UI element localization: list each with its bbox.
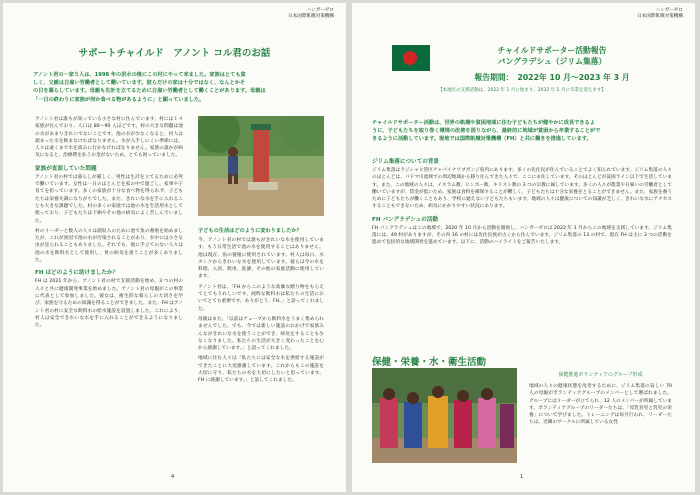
heading-fh-activities: FH バングラデシュの活動 [372, 216, 439, 223]
left-problems-paragraph: アノント君の村では暮らしが厳しく、男性は生計を立てるために必死で働いています。女性は一日のほとんどを家の中で過ごし、家事や子育てを担っています。多くの家族が十分な食べ物を得られず、子どもたちは栄養失調になりがちでした。また、きれいな水を手に入れることも大きな課題でした。村の多くの家庭では池の水を生活用水として使っており、子どもたちは下痢やその他の病気によく苦しんでいました。 [35, 174, 183, 224]
right-header-line1: ハンガーゼロ [655, 8, 683, 13]
right-lead-line: チャイルドサポーター活動は、世界の飢餓や貧困地域に住む子どもたちが健やかに成長できるよ [372, 120, 595, 126]
right-title-line2: バングラデシュ（ジリム集落） [497, 57, 607, 66]
photo-caption-heading: 子どもの生活はどのように変わりましたか？ [198, 228, 302, 234]
flag-red-circle [403, 51, 417, 65]
right-page-number: 1 [520, 474, 524, 480]
left-community-quote: 地域に住む人々は「私たちには安全な水を供給する施設ができたことに大変感謝しています。これからもこの施設を大切に守り、私たちの水を大切にしたいと思っています。FH に感謝しています。」と話してくれました。 [198, 356, 324, 384]
left-lead-line: アノント君の一家５人は、1998 年の洪水の後にこの村にやって来ました。家族はとても貧 [33, 72, 246, 78]
heading-jirim-background: ジリム集落についての背景 [372, 159, 440, 165]
section-heading-health: 保健・栄養・水・衛生活動 [372, 357, 487, 368]
left-column-2 [198, 237, 324, 385]
right-title-line1: チャイルドサポーター活動報告 [497, 46, 607, 55]
photo-women-group [372, 368, 517, 463]
left-lead-line: 「一日の終わりに家族が何か食べる物があるように」と願っていました。 [33, 96, 205, 103]
left-column-1 [35, 116, 183, 329]
left-intro-paragraph: アノント君は誰もが知っている小さな村に住んでいます。村には１４家族が住んでおり、人口は 80〜90 人ほどです。村の大きな問題は池の水があまりきれいでないことです。池の水が少なくなると、村人は溜まった水を飲まなければなりません。水が入手しにくい季節には、人々は遠くまで水を汲みに行かなければなりません。家族の誰かが病気になると、治療費を払うお金がないため、とても困っていました。 [35, 117, 183, 159]
volunteer-group-subheading: 保健推進ボランティアのグループ形成 [558, 372, 643, 378]
photo-illustration [198, 116, 324, 216]
right-page-title [452, 45, 652, 67]
left-lead-line: しく、父親は日雇い労働者として働いています。彼らだけの家は十分ではなく、なんとかそ [33, 80, 246, 87]
support-duration-note: 【本地区の支援活動は、2022 年 1 月に始まり、2032 年 1 月に卒業を迎えます】 [438, 88, 606, 93]
right-body [372, 153, 672, 247]
left-lead [33, 71, 318, 104]
left-fish-paragraph: 村のリーダーと数人の人々は副収入のために池で魚の養殖を始めましたが、これが原因で池の水が汚染されることがあり、水中には小さな虫が見られることもありました。それでも、他に手立てのない人々は池の水を飲料水として使用し、胃の病気を患うことが多くありました。 [35, 228, 183, 264]
left-page-number: 4 [171, 474, 175, 480]
left-anont-quote: アノント君は、「FH からこのような高価な贈り物をもらえてとてもうれしいです。純粋な飲料水は私たちの生活においてとても重要です。ありがとう、FH。」と語ってくれました。 [198, 284, 324, 312]
jirim-background-paragraph: ジリム集落はラジシャヒ管区チャパイナワブガンジ県内にあります。多くの先住民が住んでいることでよく知られています。ジリム集落の人々のほとんどは、パドマ川流域での周辺地域から移り住んできた人々で、ここに永住しています。そのほとんどが貧困ライン以下で生活しています。また、この地域の人々は、イスラム教、ヒンズー教、キリスト教の 3 つの宗教に属しています。多くの人々が農業や日雇いの労働者として働いていますが、賃金が低いため、家族は食料を確保することが難しく、子どもたちは十分な栄養をとることができません。また、家族を養うために子どもたちが働くこともあり、学校に通えない子どもたちもいます。地域の人々は健康についての知識が乏しく、きれいな水にアクセスすることもできないため、病気にかかりやすい状況にあります。 [372, 168, 673, 210]
report-period: 報告期間： 2022年 10 月〜2023 年 3 月 [474, 73, 630, 82]
left-page-title: サポートチャイルド アノント コル君のお話 [78, 48, 271, 59]
right-header [637, 8, 683, 20]
bangladesh-flag-icon [392, 45, 430, 71]
left-heading-help: FH はどのように助けましたか？ [35, 270, 119, 277]
left-header-line1: ハンガーゼロ [306, 8, 334, 13]
left-change-paragraph: 今、アノント君の村では誰もがきれいな水を使用しています。もう日常生活で池の水を使用することはありません。池は現在、魚の養殖に使用されています。村人は毎日、水タンクからきれいな水を使用しています。彼らは今の水を料理、入浴、飲用、洗濯、その他の家庭活動に使用しています。 [198, 238, 324, 280]
right-lead [372, 119, 672, 144]
left-lead-line: の日を暮らしています。母親も生計を立てるために日雇い労働者として働くことがあります。母親は [33, 88, 266, 95]
right-column-2 [529, 371, 672, 427]
right-lead-line: うに、子どもたちを取り巻く環境の改善を図りながら、最終的に地域が貧困から卒業することがで [372, 128, 601, 135]
right-page [352, 3, 695, 492]
photo-boy-at-water-tank [198, 116, 324, 216]
left-header-line2: 日本国際飢餓対策機構 [288, 14, 334, 19]
left-heading-problems: 家族が直面していた問題 [35, 165, 97, 172]
left-help-paragraph: FH は 2021 年から、アノント君の村で支援活動を始め、3 つの村の人々と共に健康開発事業を始めました。アノント君の母親がこの事業に代表として参加しました。彼女は、衛生的な暮らしの大切さを学び、家族を守るための知識を得ることができました。また、FH はアノント君の村に安全な飲料水の給水施設を設置しました。これにより、村人は安全できれいな水を手に入れることができるようになりました。 [35, 279, 183, 329]
fh-activities-paragraph: FH バングラデシュはこの地域で、2020 年 10 月から活動を開始し、ハンガーゼロは 2022 年 1 月からこの地域を支援しています。ジリム集落には、49 村がありますが、その内 16 の村には先住民族が古くから住んでいます。ジリム集落の 13 の村で、現在 FH は主に 3 つの活動を進めて包括的な地域開発を進めています。以下に、活動のハイライトをご報告いたします。 [372, 225, 672, 246]
right-header-line2: 日本国際飢餓対策機構 [637, 14, 683, 19]
left-page [3, 3, 346, 492]
right-lead-line: きるように活動しています。現地では国際飢餓対策機構（FH）と共に働きを推進しています。 [372, 136, 592, 143]
left-header [288, 8, 334, 20]
photo-illustration [372, 368, 517, 463]
volunteer-group-paragraph: 地域の人々の健康状態を改善するために、ジリム集落の貧しい 70 人の母親がボランティアグループのメンバーとして選ばれました。グループにはリーダーが立てられ、12 人のメンバーが所属しています。ボランティアグループのリーダーたちは、「母乳育児と乳児の栄養」について学びました。トレーニングは毎月行われ、リーダーたちは、近隣のサークルに所属している女性 [529, 384, 672, 426]
left-mother-quote: 母親はまた、「以前はチューブから飲料水をうまく集められませんでした。でも、今では新しい施設のおかげで家族みんながきれいな水を使うことができ、病気をすることも少なくなりました。私たちの生活が大きく変わったことを心から感謝しています。」と語ってくれました。 [198, 316, 324, 352]
